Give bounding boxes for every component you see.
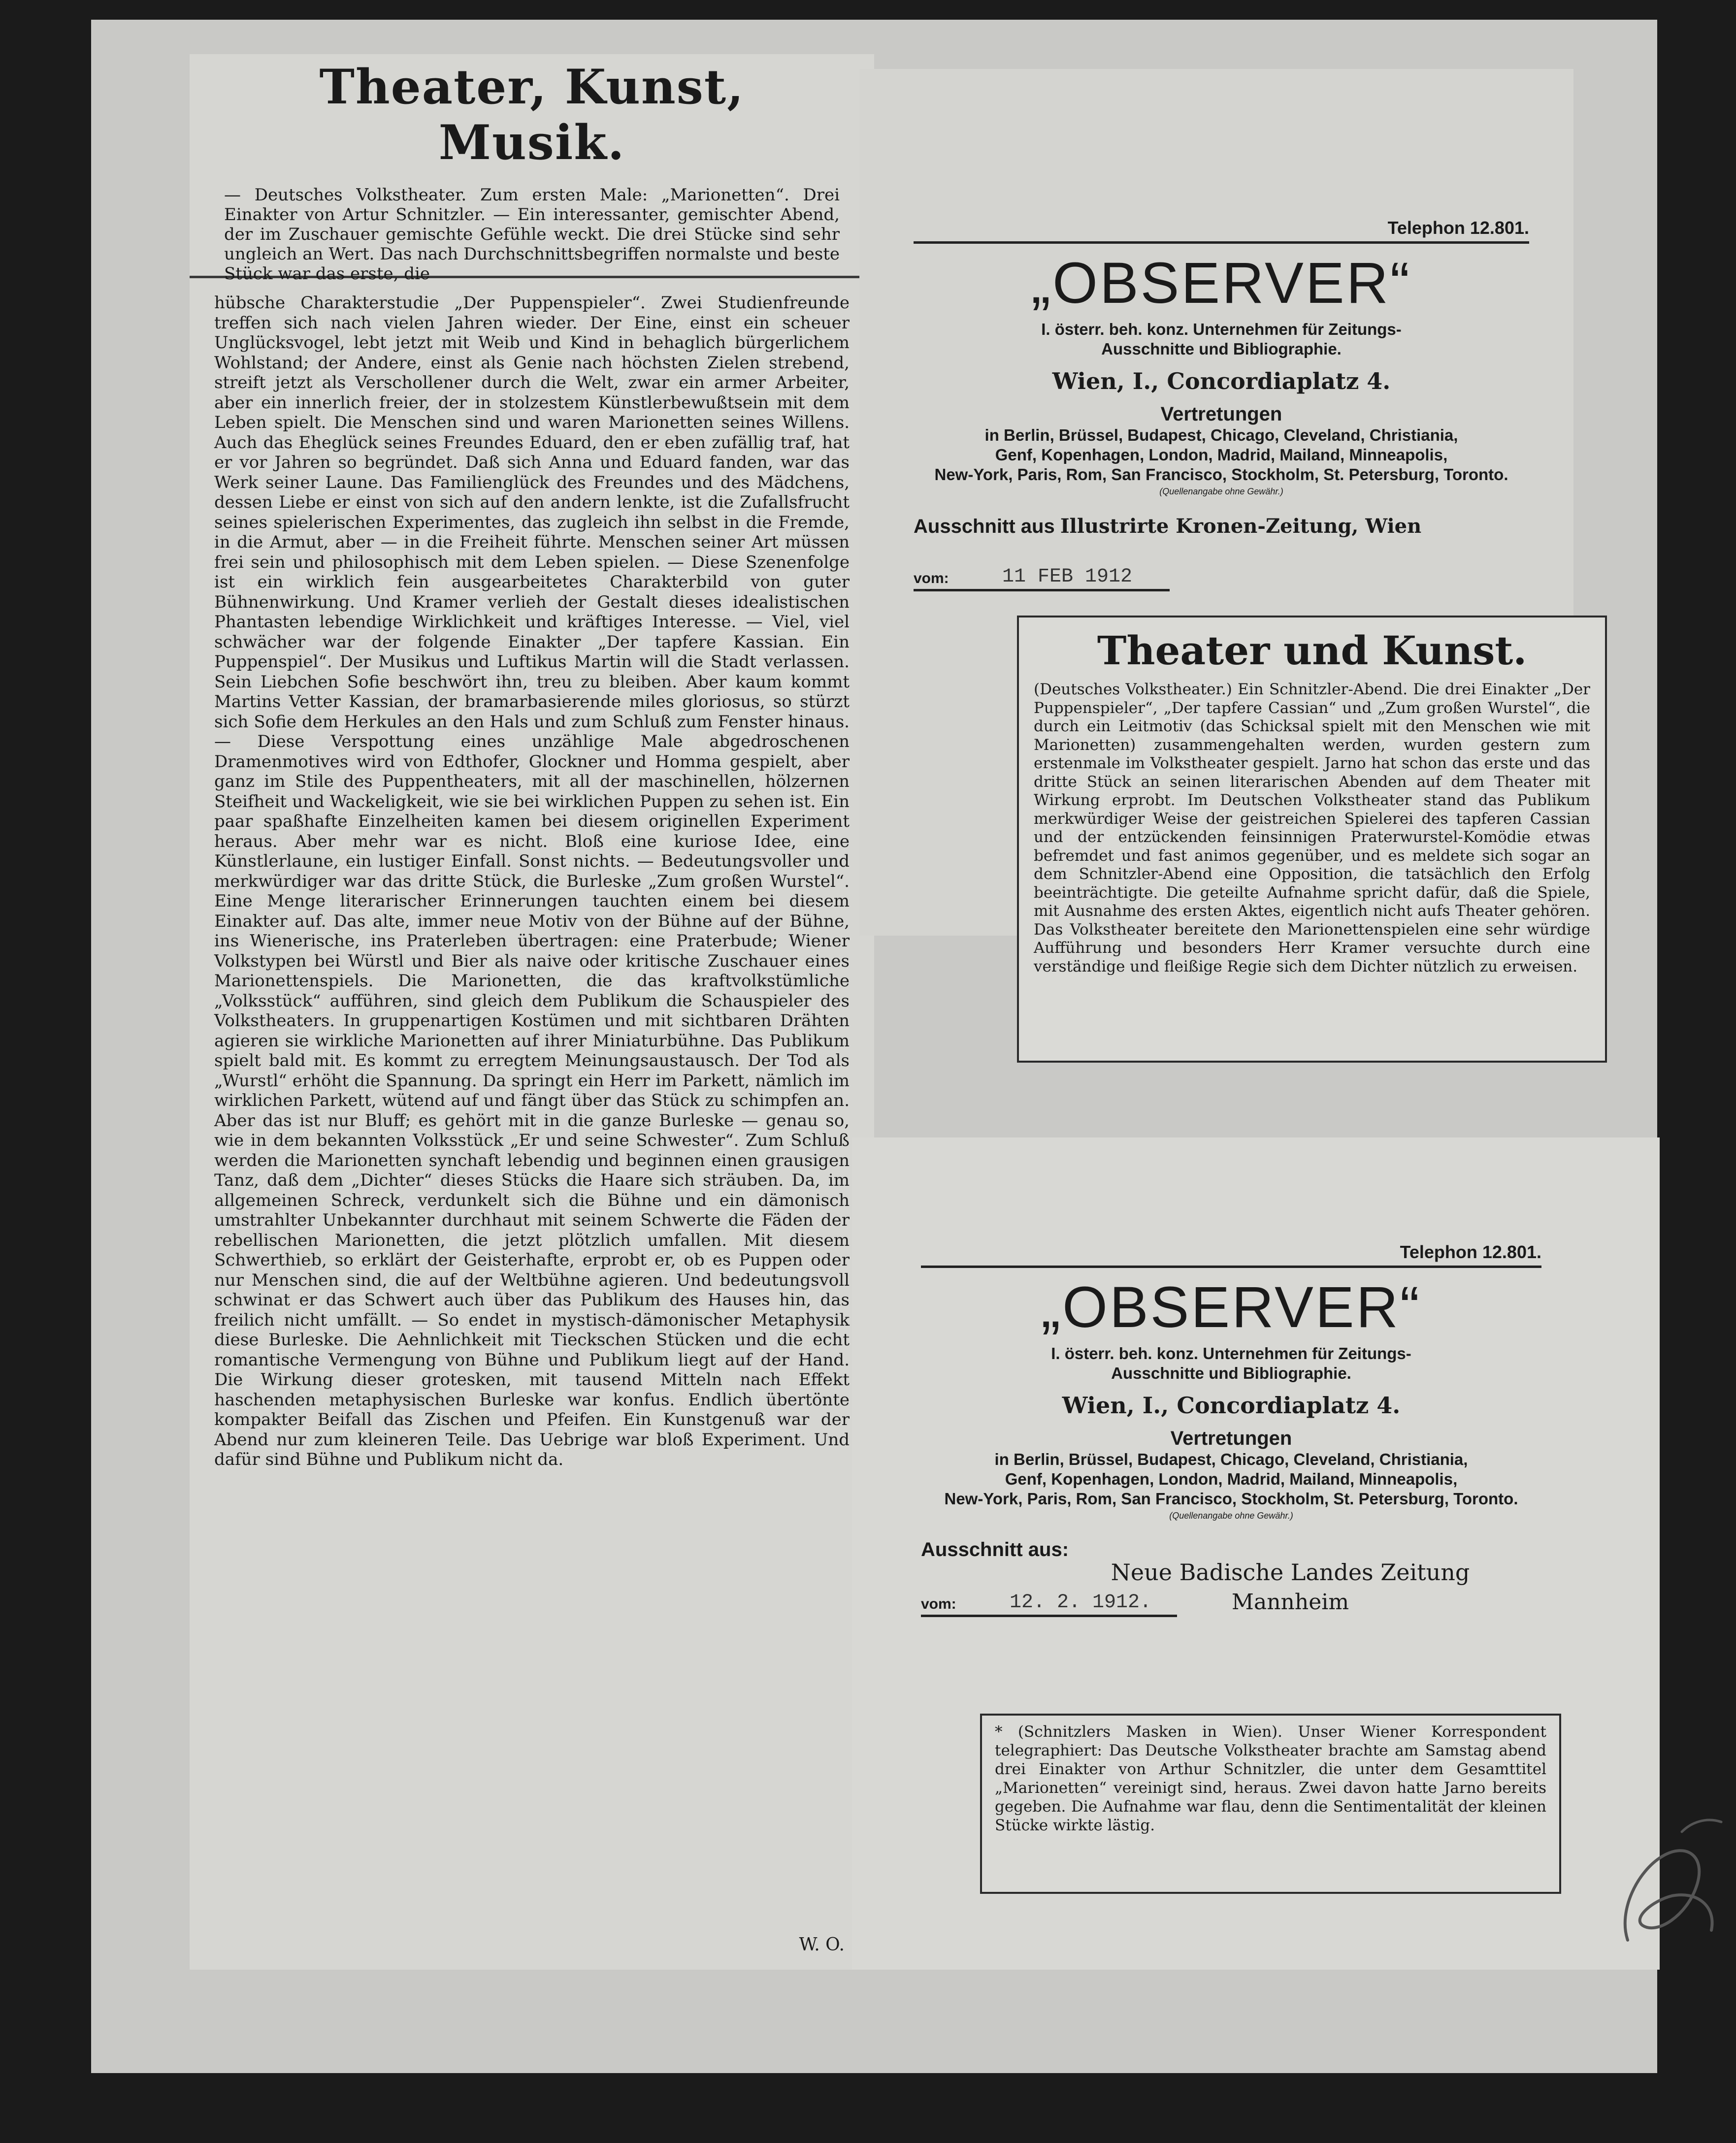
- date-row: [921, 1585, 1177, 1617]
- article-clipping-2: [980, 1714, 1561, 1894]
- clipping-body-text: hübsche Charakterstudie „Der Puppenspieler“. Zwei Studienfreunde treffen sich nach vielen Jahren wieder. Der Eine, einst ein scheuer Unglücksvogel, lebt jetzt mit Weib und Kind in behaglich bürgerlichem Wohlstand; der Andere, einst als Genie nach höchsten Zielen strebend, streift jetzt als Verschollener durch die Welt, zwar ein armer Arbeiter, aber ein innerlich freier, der in stolzestem Künstlerbewußtsein mit dem Leben spielt. Die Menschen sind und waren Marionetten seines Willens. Auch das Eheglück seines Freundes Eduard, den er eben zufällig traf, hat er vor Jahren so begründet. Daß sich Anna und Eduard fanden, war das Werk seiner Laune. Das Familienglück des Freundes und des Mädchens, dessen Liebe er einst von sich auf den andern lenkte, ist die Zufallsfrucht seines spielerischen Experimentes, das zugleich ihn selbst in die Fremde, in die Armut, aber — in die Freiheit führte. Menschen seiner Art müssen frei sein und philosophisch mit dem Leben spielen. — Diese Szenenfolge ist ein wirklich fein ausgearbeitetes Charakterbild von guter Bühnenwirkung. Und Kramer verlieh der Gestalt dieses idealistischen Phantasten lebendige Wirklichkeit und kräftiges Interesse. — Viel, viel schwächer war der folgende Einakter „Der tapfere Kassian. Ein Puppenspiel“. Der Musikus und Luftikus Martin will die Stadt verlassen. Sein Liebchen Sofie beschwört ihn, treu zu bleiben. Aber kaum kommt Martins Vetter Kassian, der bramarbasierende miles gloriosus, so stürzt sich Sofie dem Herkules an den Hals und zum Schluß zum Fenster hinaus. — Diese Verspottung eines unzählige Male abgedroschenen Dramenmotives wird von Edthofer, Glockner und Homma gespielt, aber ganz im Stile des Puppentheaters, mit all der maschinellen, hölzernen Steifheit und Wackeligkeit, wie sie bei wirklichen Puppen zu sehen ist. Ein paar spaßhafte Einzelheiten kamen bei diesem originellen Experiment heraus. Aber mehr war es nicht. Bloß eine kuriose Idee, eine Künstlerlaune, ein lustiger Einfall. Sonst nichts. — Bedeutungsvoller und merkwürdiger war das dritte Stück, die Burleske „Zum großen Wurstel“. Eine Menge literarischer Erinnerungen tauchten einem bei diesem Einakter auf. Das alte, immer neue Motiv von der Bühne auf der Bühne, ins Wienerische, ins Praterleben übertragen: eine Praterbude; Wiener Volkstypen bei Würstl und Bier als naive oder kritische Zuschauer eines Marionettenspiels. Die Marionetten, die das kraftvolkstümliche „Volksstück“ aufführen, sind gleich dem Publikum die Schauspieler des Volkstheaters. In gruppenartigen Kostümen und mit sichtbaren Drähten agieren sie wirkliche Marionetten auf ihrer Miniaturbühne. Das Publikum spielt bald mit. Es kommt zu erregtem Meinungsaustausch. Der Tod als „Wurstl“ erhöht die Spannung. Da springt ein Herr im Parkett, nämlich im wirklichen Parkett, wütend auf und fängt über das Stück zu schimpfen an. Aber das ist nur Bluff; es gehört mit in die ganze Burleske — genau so, wie in dem bekannten Volksstück „Er und seine Schwester“. Zum Schluß werden die Marionetten synchaft lebendig und beginnen einen grausigen Tanz, daß dem „Dichter“ dieses Stücks die Haare sich sträuben. Da, im allgemeinen Schreck, verdunkelt sich die Bühne und ein dämonisch umstrahlter Unbekannter durchhaut mit seinem Schwerte die Fäden der rebellischen Marionetten, die jetzt plötzlich umfallen. Mit diesem Schwerthieb, so erklärt der Geisterhafte, erprobt er, ob es Puppen oder nur Menschen sind, die auf der Weltbühne agieren. Und bedeutungsvoll schwinat er das Schwert auch über das Publikum des Hauses hin, das freilich nicht umfällt. — So endet in mystisch-dämonischer Metaphysik diese Burleske. Die Aehnlichkeit mit Tieckschen Stücken und die echt romantische Vermengung von Bühne und Publikum liegt auf der Hand. Die Wirkung dieser grotesken, mit tausend Mitteln nach Effekt haschenden metaphysischen Burleske war konfus. Endlich übertönte kompakter Beifall das Zischen und Pfeifen. Ein Kunstgenuß war der Abend nur zum kleineren Teile. Das Uebrige war bloß Experiment. Und dafür sind Bühne und Publikum nicht da.: [214, 293, 850, 1469]
- left-newspaper-clipping: [190, 54, 874, 1970]
- clipping-title: Theater, Kunst, Musik.: [319, 59, 745, 170]
- source-label: Ausschnitt aus: [914, 516, 1055, 537]
- date-label: vom:: [921, 1596, 956, 1612]
- source-label: Ausschnitt aus:: [921, 1539, 1069, 1560]
- source-name: Illustrirte Kronen-Zeitung, Wien: [1060, 515, 1422, 538]
- phone-number: Telephon 12.801.: [1400, 1242, 1541, 1262]
- observer-header-2: [921, 1236, 1541, 1617]
- company-address: Wien, I., Concordiaplatz 4.: [1052, 368, 1391, 394]
- source-name: Neue Badische Landes Zeitung: [1111, 1559, 1470, 1586]
- company-address: Wien, I., Concordiaplatz 4.: [1062, 1392, 1401, 1419]
- company-line-1: I. österr. beh. konz. Unternehmen für Zeitungs-: [1041, 320, 1402, 338]
- cities-line-1: in Berlin, Brüssel, Budapest, Chicago, Cleveland, Christiania,: [984, 426, 1458, 444]
- source-note: (Quellenangabe ohne Gewähr.): [1169, 1511, 1293, 1521]
- source-row: [914, 515, 1529, 538]
- date-stamp: 11 FEB 1912: [1002, 566, 1133, 588]
- date-row: [914, 559, 1170, 591]
- date-stamp: 12. 2. 1912.: [1010, 1591, 1152, 1614]
- pencil-scribble-icon: [1608, 1812, 1736, 1960]
- company-line-2: Ausschnitte und Bibliographie.: [1101, 340, 1342, 358]
- phone-number: Telephon 12.801.: [1387, 218, 1529, 238]
- cities-line-3: New-York, Paris, Rom, San Francisco, Stockholm, St. Petersburg, Toronto.: [944, 1490, 1518, 1508]
- observer-brand: „OBSERVER“: [1041, 1275, 1422, 1340]
- article-clipping-1: [1017, 616, 1607, 1063]
- vertretungen-label: Vertretungen: [1170, 1428, 1292, 1449]
- source-row: [921, 1539, 1541, 1561]
- clipping-signature: W. O.: [799, 1935, 845, 1955]
- clipping-intro: — Deutsches Volkstheater. Zum ersten Male: „Marionetten“. Drei Einakter von Artur Schnitzler. — Ein interessanter, gemischter Abend, der im Zuschauer gemischte Gefühle weckt. Die drei Stücke sind sehr ungleich an Wert. Das nach Durchschnittsbegriffen normalste und beste Stück war das erste, die: [224, 185, 840, 284]
- cities-line-2: Genf, Kopenhagen, London, Madrid, Mailand, Minneapolis,: [995, 446, 1448, 464]
- source-note: (Quellenangabe ohne Gewähr.): [1159, 487, 1283, 496]
- article-text: * (Schnitzlers Masken in Wien). Unser Wiener Korrespondent telegraphiert: Das Deutsche Volkstheater brachte am Samstag abend drei Einakter von Arthur Schnitzler, die unter dem Gesamttitel „Marionetten“ vereinigt sind, heraus. Zwei davon hatte Jarno bereits gegeben. Die Aufnahme war flau, denn die Sentimentalität der kleinen Stücke wirkte lästig.: [995, 1723, 1546, 1834]
- date-label: vom:: [914, 570, 949, 586]
- phone-rule: [914, 212, 1529, 244]
- article-title: Theater und Kunst.: [1097, 627, 1527, 674]
- source-city: Mannheim: [1231, 1590, 1349, 1615]
- vertretungen-label: Vertretungen: [1160, 403, 1282, 425]
- phone-rule: [921, 1236, 1541, 1268]
- cities-line-2: Genf, Kopenhagen, London, Madrid, Mailand, Minneapolis,: [1005, 1470, 1458, 1488]
- scrapbook-page: [91, 20, 1657, 2073]
- clipping-header: [190, 59, 874, 284]
- company-line-1: I. österr. beh. konz. Unternehmen für Zeitungs-: [1051, 1344, 1411, 1363]
- cities-line-3: New-York, Paris, Rom, San Francisco, Stockholm, St. Petersburg, Toronto.: [934, 465, 1508, 484]
- article-text: (Deutsches Volkstheater.) Ein Schnitzler-Abend. Die drei Einakter „Der Puppenspieler“, „Der tapfere Cassian“ und „Zum großen Wurstel“, die durch ein Leitmotiv (das Schicksal spielt mit den Menschen wie mit Marionetten) zusammengehalten werden, wurden gestern zum erstenmale im Volkstheater gespielt. Jarno hat schon das erste und das dritte Stück an seinen literarischen Abenden auf dem Theater mit Wirkung erprobt. Im Deutschen Volkstheater stand das Publikum merkwürdiger Weise der geistreichen Spielerei des tapferen Cassian und der entzückenden feinsinnigen Praterwurstel-Komödie etwas befremdet und fast animos gegenüber, und es meldete sich sogar an dem Schnitzler-Abend eine Opposition, die tatsächlich den Erfolg beeinträchtigte. Die geteilte Aufnahme spricht dafür, daß die Spiele, mit Ausnahme des ersten Aktes, eigentlich nicht aufs Theater gehören. Das Volkstheater bereitete den Marionettenspielen eine sehr würdige Aufführung und besonders Herr Kramer versuchte durch eine verständige und fleißige Regie sich dem Dichter nützlich zu erweisen.: [1034, 681, 1590, 975]
- observer-header-1: [914, 212, 1529, 591]
- cities-line-1: in Berlin, Brüssel, Budapest, Chicago, Cleveland, Christiania,: [994, 1450, 1468, 1468]
- company-line-2: Ausschnitte und Bibliographie.: [1111, 1364, 1351, 1382]
- clipping-body: [190, 278, 874, 1957]
- observer-brand: „OBSERVER“: [1031, 251, 1412, 316]
